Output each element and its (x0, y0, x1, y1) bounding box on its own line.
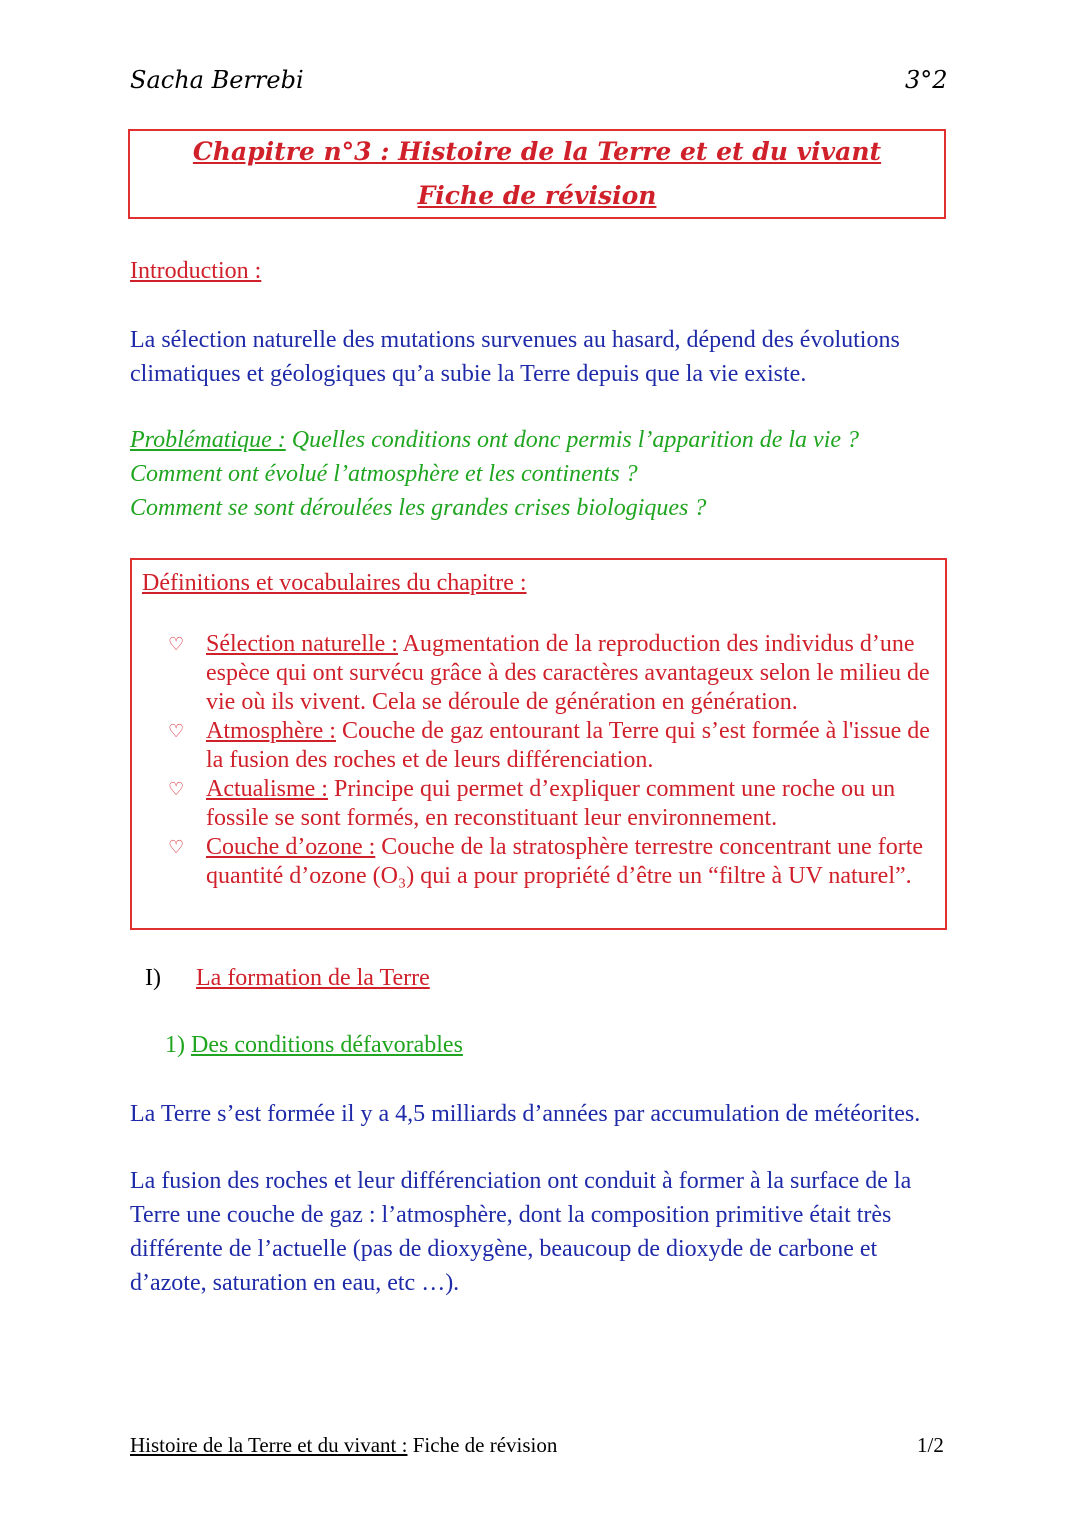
subsection-1-title: Des conditions défavorables (191, 1032, 463, 1058)
definitions-box (130, 558, 947, 930)
definition-item (162, 630, 942, 717)
subsection-1 (165, 1032, 463, 1059)
problematique-question-3: Comment se sont déroulées les grandes crises biologiques ? (130, 495, 707, 521)
heart-bullet-icon: ♡ (168, 779, 185, 800)
heart-bullet-icon: ♡ (168, 721, 185, 742)
title-box (128, 129, 946, 219)
author-name: Sacha Berrebi (130, 66, 304, 94)
section-1-number: I) (145, 965, 161, 991)
footer-title-rest: Fiche de révision (407, 1433, 558, 1457)
definition-item (162, 717, 942, 775)
definitions-heading: Définitions et vocabulaires du chapitre : (142, 570, 527, 596)
heart-bullet-icon: ♡ (168, 634, 185, 655)
definitions-list (162, 630, 942, 891)
chapter-title: Chapitre n°3 : Histoire de la Terre et et du vivant (192, 137, 882, 166)
definition-text: Principe qui permet d’expliquer comment une roche ou un fossile se sont formés, en reconstituant leur environnement. (206, 776, 896, 831)
introduction-heading: Introduction : (130, 258, 262, 284)
definition-text: Augmentation de la reproduction des individus d’une espèce qui ont survécu grâce à des caractères avantageux selon le milieu de vie où ils vivent. Cela se déroule de génération en génération. (206, 631, 930, 715)
footer-title (130, 1433, 557, 1458)
definition-item (162, 833, 942, 891)
subsection-1-number: 1) (165, 1032, 185, 1058)
definition-text: Couche de gaz entourant la Terre qui s’est formée à l'issue de la fusion des roches et de leurs différenciation. (206, 718, 930, 773)
definition-term: Actualisme : (206, 776, 328, 802)
section-1-paragraph-2: La fusion des roches et leur différenciation ont conduit à former à la surface de la Terre une couche de gaz : l’atmosphère, dont la composition primitive était très différente de l’actuelle (pas de dioxygène, beaucoup de dioxyde de carbone et d’azote, saturation en eau, etc …). (130, 1168, 912, 1296)
footer-title-underlined: Histoire de la Terre et du vivant : (130, 1433, 408, 1457)
definition-term: Sélection naturelle : (206, 631, 398, 657)
page-number: 1/2 (917, 1433, 944, 1457)
problematique-line-1 (130, 423, 950, 457)
section-1-title: La formation de la Terre (196, 965, 430, 991)
definition-term: Atmosphère : (206, 718, 336, 744)
problematique-question-1: Quelles conditions ont donc permis l’apparition de la vie ? (285, 427, 860, 453)
definition-text: Couche de la stratosphère terrestre concentrant une forte quantité d’ozone (O₃) qui a pour propriété d’être un “filtre à UV naturel”. (206, 834, 924, 889)
section-1-paragraph-1: La Terre s’est formée il y a 4,5 milliards d’années par accumulation de météorites. (130, 1101, 921, 1127)
introduction-paragraph: La sélection naturelle des mutations survenues au hasard, dépend des évolutions climatiques et géologiques qu’a subie la Terre depuis que la vie existe. (130, 327, 900, 387)
problematique-label: Problématique : (130, 427, 286, 453)
definition-item (162, 775, 942, 833)
document-subtitle: Fiche de révision (417, 181, 657, 210)
heart-bullet-icon: ♡ (168, 837, 185, 858)
problematique-question-2: Comment ont évolué l’atmosphère et les continents ? (130, 461, 638, 487)
problematique-block (130, 423, 950, 525)
definition-term: Couche d’ozone : (206, 834, 376, 860)
class-label: 3°2 (905, 66, 948, 94)
